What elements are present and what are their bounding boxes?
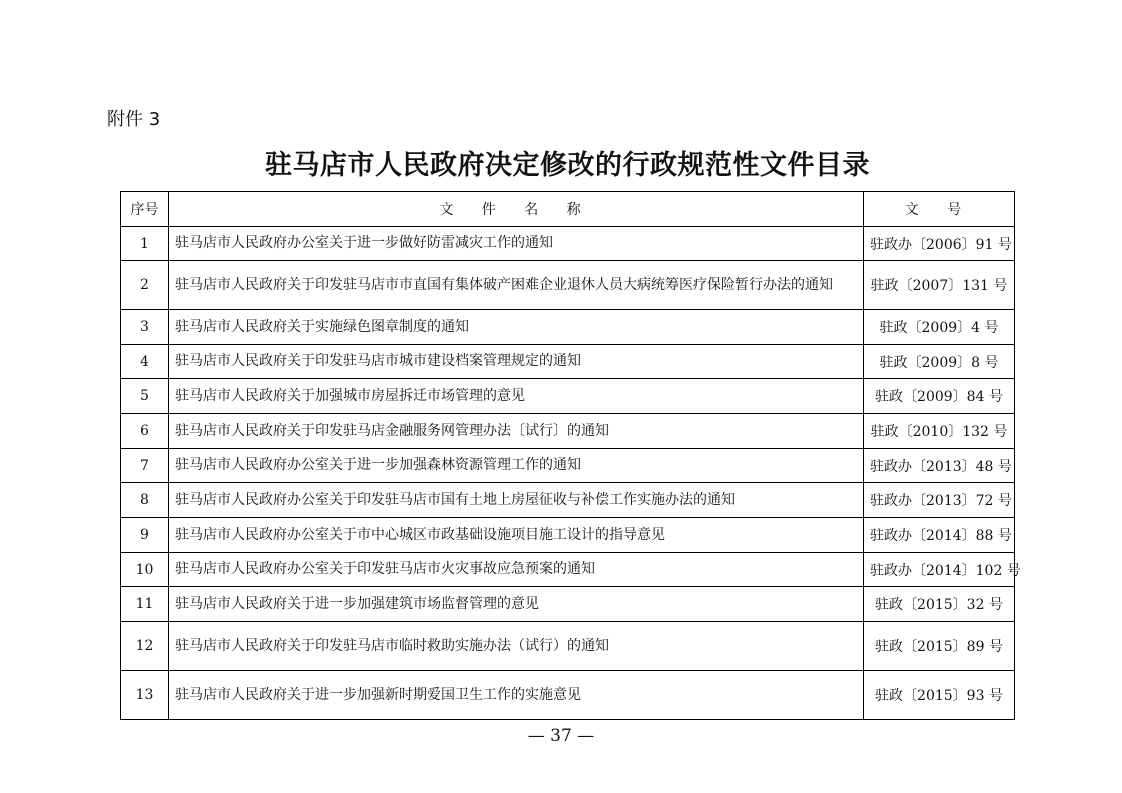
page-number: — 37 — (527, 726, 595, 746)
row-document-name: 驻马店市人民政府关于印发驻马店市临时救助实施办法（试行）的通知 (169, 622, 864, 671)
table-row (121, 622, 1015, 671)
row-document-name: 驻马店市人民政府关于印发驻马店市城市建设档案管理规定的通知 (169, 345, 864, 379)
row-document-number: 驻政办〔2014〕88 号 (864, 518, 1015, 553)
table-row (121, 671, 1015, 720)
row-serial-number: 8 (121, 483, 169, 518)
row-document-name: 驻马店市人民政府办公室关于印发驻马店市火灾事故应急预案的通知 (169, 553, 864, 587)
row-document-name: 驻马店市人民政府办公室关于进一步做好防雷减灾工作的通知 (169, 227, 864, 261)
row-document-number: 驻政〔2015〕89 号 (864, 622, 1015, 671)
table-row (121, 345, 1015, 379)
row-document-number: 驻政〔2009〕8 号 (864, 345, 1015, 379)
table-row (121, 587, 1015, 622)
row-document-name: 驻马店市人民政府关于印发驻马店金融服务网管理办法〔试行〕的通知 (169, 414, 864, 449)
row-serial-number: 10 (121, 553, 169, 587)
table-row (121, 449, 1015, 483)
table-row (121, 414, 1015, 449)
table-row (121, 261, 1015, 310)
row-document-number: 驻政办〔2006〕91 号 (864, 227, 1015, 261)
row-serial-number: 4 (121, 345, 169, 379)
row-serial-number: 2 (121, 261, 169, 310)
row-serial-number: 3 (121, 310, 169, 345)
row-document-number: 驻政〔2007〕131 号 (864, 261, 1015, 310)
row-document-name: 驻马店市人民政府关于加强城市房屋拆迁市场管理的意见 (169, 379, 864, 414)
row-document-name: 驻马店市人民政府关于进一步加强建筑市场监督管理的意见 (169, 587, 864, 622)
row-serial-number: 11 (121, 587, 169, 622)
row-serial-number: 13 (121, 671, 169, 720)
table-row (121, 227, 1015, 261)
row-serial-number: 12 (121, 622, 169, 671)
table-header-row (121, 192, 1015, 227)
document-title: 驻马店市人民政府决定修改的行政规范性文件目录 (265, 150, 870, 181)
row-serial-number: 1 (121, 227, 169, 261)
row-document-name: 驻马店市人民政府办公室关于进一步加强森林资源管理工作的通知 (169, 449, 864, 483)
row-serial-number: 6 (121, 414, 169, 449)
row-document-name: 驻马店市人民政府关于实施绿色图章制度的通知 (169, 310, 864, 345)
row-document-number: 驻政办〔2014〕102 号 (864, 553, 1015, 587)
row-document-number: 驻政办〔2013〕48 号 (864, 449, 1015, 483)
header-document-number: 文 号 (864, 192, 1015, 227)
table-row (121, 518, 1015, 553)
table-row (121, 310, 1015, 345)
row-document-number: 驻政〔2009〕84 号 (864, 379, 1015, 414)
attachment-label: 附件 3 (107, 109, 161, 130)
header-serial-number: 序号 (121, 192, 169, 227)
table-row (121, 483, 1015, 518)
table-row (121, 379, 1015, 414)
row-document-number: 驻政〔2015〕32 号 (864, 587, 1015, 622)
document-catalog-table (120, 191, 1021, 720)
row-serial-number: 9 (121, 518, 169, 553)
row-document-number: 驻政办〔2013〕72 号 (864, 483, 1015, 518)
row-document-name: 驻马店市人民政府关于印发驻马店市市直国有集体破产困难企业退休人员大病统筹医疗保险暂行办法的通知 (169, 261, 864, 310)
row-document-number: 驻政〔2009〕4 号 (864, 310, 1015, 345)
row-serial-number: 7 (121, 449, 169, 483)
table-row (121, 553, 1015, 587)
row-document-name: 驻马店市人民政府关于进一步加强新时期爱国卫生工作的实施意见 (169, 671, 864, 720)
row-document-name: 驻马店市人民政府办公室关于印发驻马店市国有土地上房屋征收与补偿工作实施办法的通知 (169, 483, 864, 518)
row-document-number: 驻政〔2010〕132 号 (864, 414, 1015, 449)
row-serial-number: 5 (121, 379, 169, 414)
header-document-name: 文 件 名 称 (169, 192, 864, 227)
row-document-number: 驻政〔2015〕93 号 (864, 671, 1015, 720)
row-document-name: 驻马店市人民政府办公室关于市中心城区市政基础设施项目施工设计的指导意见 (169, 518, 864, 553)
